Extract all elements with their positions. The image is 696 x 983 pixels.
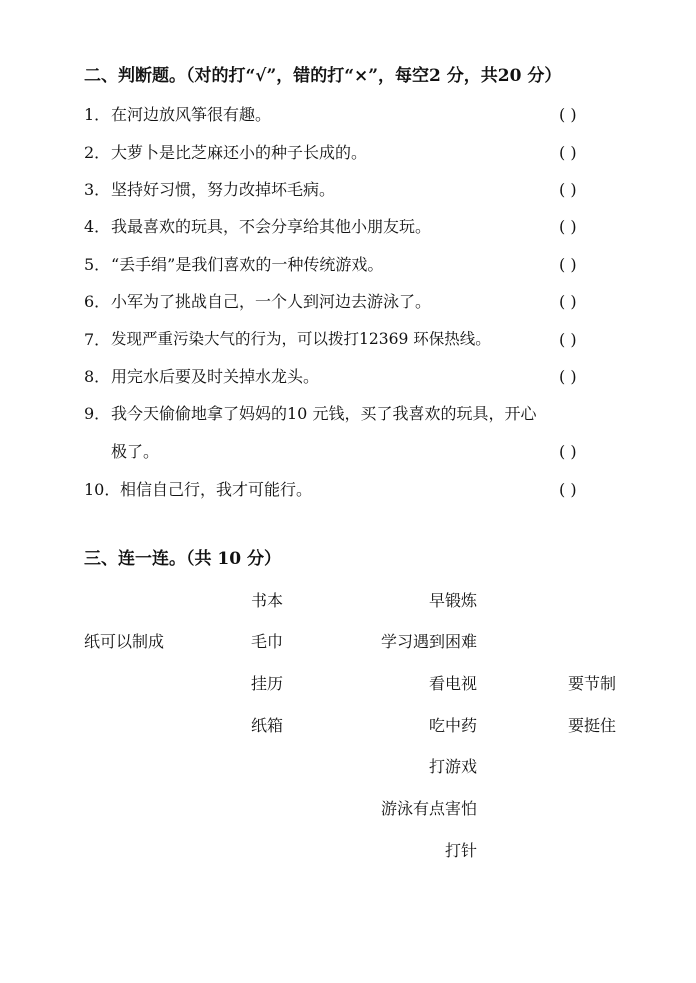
question-6-number: 6． [84,292,111,311]
question-1-answer-blank[interactable]: ( ) [559,105,577,124]
match-col1-item[interactable]: 毛巾 [251,632,284,651]
match-col2-item[interactable]: 学习遇到困难 [380,632,477,651]
match-col3-item[interactable]: 要挺住 [568,716,617,735]
question-9-text-continued: 极了。 [111,442,160,461]
question-10-answer-blank[interactable]: ( ) [559,480,577,499]
match-col2-item[interactable]: 看电视 [428,674,477,693]
question-5-answer-blank[interactable]: ( ) [559,255,577,274]
match-col2-item[interactable]: 游泳有点害怕 [380,799,477,818]
question-9-answer-blank[interactable]: ( ) [559,442,577,461]
question-3-answer-blank[interactable]: ( ) [559,180,577,199]
question-3-text: 坚持好习惯，努力改掉坏毛病。 [111,180,336,199]
question-1-number: 1． [84,105,111,124]
question-3-number: 3． [84,180,111,199]
question-7-text: 发现严重污染大气的行为，可以拨打12369 环保热线。 [111,330,491,348]
question-7-answer-blank[interactable]: ( ) [559,330,577,349]
match-col2-item[interactable]: 吃中药 [428,716,477,735]
match-col1-item[interactable]: 书本 [251,591,284,610]
question-10-number: 10． [84,480,121,499]
section3-heading: 三、连一连。（共 10 分） [84,549,281,569]
question-2-answer-blank[interactable]: ( ) [559,143,577,162]
question-10-text: 相信自己行，我才可能行。 [120,480,313,499]
question-1-text: 在河边放风筝很有趣。 [111,105,272,124]
match-col2-item[interactable]: 早锻炼 [428,591,477,610]
question-9-number: 9． [84,404,111,423]
match-col2-item[interactable]: 打针 [444,841,477,860]
question-5-text: “丢手绢”是我们喜欢的一种传统游戏。 [111,255,384,274]
question-4-answer-blank[interactable]: ( ) [559,217,577,236]
question-8-number: 8． [84,367,111,386]
match-col1-item[interactable]: 纸箱 [251,716,284,735]
question-6-answer-blank[interactable]: ( ) [559,292,577,311]
section2-heading: 二、判断题。（对的打“√”，错的打“×”，每空2 分，共20 分） [84,66,562,86]
question-5-number: 5． [84,255,111,274]
question-8-answer-blank[interactable]: ( ) [559,367,577,386]
question-6-text: 小军为了挑战自己，一个人到河边去游泳了。 [111,292,432,311]
question-2-number: 2． [84,143,111,162]
question-4-text: 我最喜欢的玩具，不会分享给其他小朋友玩。 [111,217,432,236]
question-2-text: 大萝卜是比芝麻还小的种子长成的。 [111,143,368,162]
question-9-text: 我今天偷偷地拿了妈妈的10 元钱，买了我喜欢的玩具，开心 [111,404,537,423]
question-8-text: 用完水后要及时关掉水龙头。 [111,367,320,386]
match-left-item[interactable]: 纸可以制成 [84,632,165,651]
match-col1-item[interactable]: 挂历 [251,674,284,693]
match-col3-item[interactable]: 要节制 [568,674,617,693]
match-col2-item[interactable]: 打游戏 [428,757,477,776]
question-7-number: 7． [84,330,111,349]
question-4-number: 4． [84,217,111,236]
